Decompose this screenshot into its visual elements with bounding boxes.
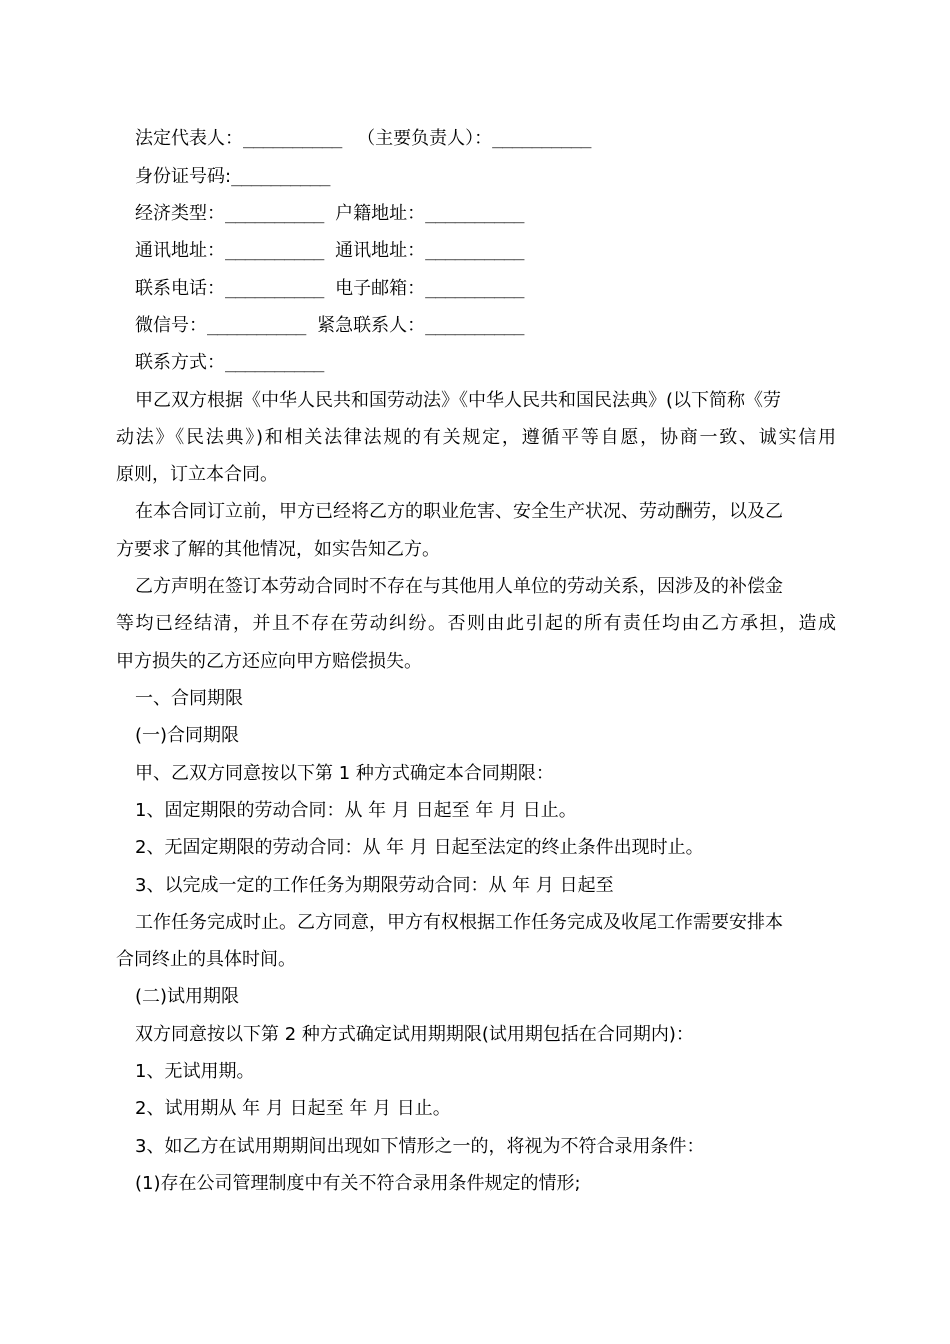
- paragraph-line: 方要求了解的其他情况，如实告知乙方。: [116, 539, 440, 560]
- main-person-blank: __________: [492, 128, 591, 149]
- paragraph-line: 双方同意按以下第 2 种方式确定试用期期限(试用期包括在合同期内)：: [135, 1024, 694, 1045]
- paragraph-line: 动法》《民法典》)和相关法律法规的有关规定，遵循平等自愿，协商一致、诚实信用: [116, 427, 836, 448]
- paragraph-line: 甲、乙双方同意按以下第 1 种方式确定本合同期限：: [135, 763, 554, 784]
- econ-type-label: 经济类型：: [135, 203, 225, 224]
- section-heading: 一、合同期限: [135, 688, 243, 709]
- list-item: 2、试用期从 年 月 日起至 年 月 日止。: [135, 1098, 451, 1119]
- wechat-label: 微信号：: [135, 315, 207, 336]
- huji-address-label: 户籍地址：: [335, 203, 426, 224]
- mail-address-2-label: 通讯地址：: [335, 240, 426, 261]
- emergency-contact-blank: __________: [425, 315, 524, 336]
- paragraph-line: 乙方声明在签订本劳动合同时不存在与其他用人单位的劳动关系，因涉及的补偿金: [135, 576, 783, 597]
- main-person-label: （主要负责人）：: [357, 128, 493, 149]
- subsection-heading: (一)合同期限: [135, 725, 240, 746]
- paragraph-line: 等均已经结清，并且不存在劳动纠纷。否则由此引起的所有责任均由乙方承担，造成: [116, 613, 836, 634]
- list-item: 1、固定期限的劳动合同：从 年 月 日起至 年 月 日止。: [135, 800, 577, 821]
- paragraph-line: 甲方损失的乙方还应向甲方赔偿损失。: [116, 651, 422, 672]
- paragraph-line: 合同终止的具体时间。: [116, 949, 296, 970]
- email-blank: __________: [425, 278, 524, 299]
- emergency-contact-label: 紧急联系人：: [317, 315, 426, 336]
- phone-label: 联系电话：: [135, 278, 225, 299]
- list-item: 2、无固定期限的劳动合同：从 年 月 日起至法定的终止条件出现时止。: [135, 837, 704, 858]
- id-number-blank: __________: [231, 166, 330, 187]
- contact-method-line: [135, 350, 323, 376]
- legal-rep-line: [135, 126, 590, 152]
- paragraph-line: 原则，订立本合同。: [116, 464, 278, 485]
- list-item: 3、如乙方在试用期期间出现如下情形之一的，将视为不符合录用条件：: [135, 1136, 705, 1157]
- email-label: 电子邮箱：: [335, 278, 426, 299]
- list-item: 3、以完成一定的工作任务为期限劳动合同：从 年 月 日起至: [135, 875, 614, 896]
- list-item: (1)存在公司管理制度中有关不符合录用条件规定的情形;: [135, 1173, 581, 1194]
- contact-method-label: 联系方式：: [135, 352, 225, 373]
- paragraph-line: 工作任务完成时止。乙方同意，甲方有权根据工作任务完成及收尾工作需要安排本: [135, 912, 783, 933]
- paragraph-line: 甲乙双方根据《中华人民共和国劳动法》《中华人民共和国民法典》(以下简称《劳: [135, 390, 782, 411]
- mail-address-blank: __________: [225, 240, 324, 261]
- contact-method-blank: __________: [225, 352, 324, 373]
- wechat-line: [135, 313, 523, 339]
- legal-rep-blank: __________: [243, 128, 342, 149]
- econ-type-line: [135, 201, 523, 227]
- phone-email-line: [135, 276, 523, 302]
- subsection-heading: (二)试用期限: [135, 986, 240, 1007]
- legal-rep-label: 法定代表人：: [135, 128, 243, 149]
- mail-address-2-blank: __________: [425, 240, 524, 261]
- wechat-blank: __________: [207, 315, 306, 336]
- huji-address-blank: __________: [425, 203, 524, 224]
- id-number-label: 身份证号码:: [135, 166, 232, 187]
- paragraph-line: 在本合同订立前，甲方已经将乙方的职业危害、安全生产状况、劳动酬劳，以及乙: [135, 501, 783, 522]
- mail-address-line: [135, 238, 523, 264]
- list-item: 1、无试用期。: [135, 1061, 255, 1082]
- mail-address-label: 通讯地址：: [135, 240, 225, 261]
- phone-blank: __________: [225, 278, 324, 299]
- econ-type-blank: __________: [225, 203, 324, 224]
- id-number-line: [135, 164, 329, 190]
